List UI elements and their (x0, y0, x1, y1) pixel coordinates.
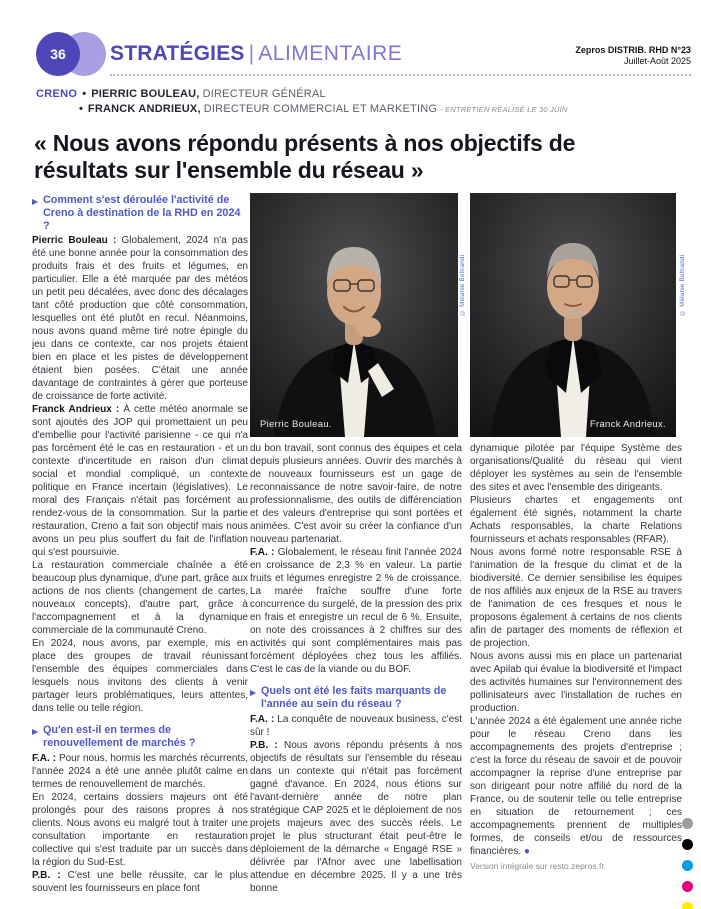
speaker-name: FRANCK ANDRIEUX, (87, 103, 201, 115)
interview-question: ▶ Comment s'est déroulée l'activité de Creno à destination de la RHD en 2024 ? (32, 194, 241, 232)
kicker-row-2 (77, 102, 567, 117)
article-paragraph: En 2024, certains dossiers majeurs ont été prolongés pour des raisons propres à nos clients. Nous avons eu malgré tout à traiter une consultation importante en restauration collective qui s'est traduite par un succès dans la région du Sud-Est. (32, 791, 248, 868)
dotted-separator (110, 74, 691, 76)
article-paragraph: Pierric Bouleau : Globalement, 2024 n'a pas été une bonne année pour la consommation des produits frais et des fruits et légumes, en particulier. Elle a été marquée par des météos un petit peu décalées, avec donc des décalages tant côté production que côté consommation, lesquelles ont été plutôt en recul. Néanmoins, nous avons quand même tiré notre épingle du jeu dans ce contexte, car nos projets étaient bien en place et les pistes de développement étaient bien posées. C'était une année davantage de contraintes à gérer que porteuse de croissance de forte activité. (32, 235, 248, 403)
speaker-lead: P.B. : (250, 739, 278, 751)
article-column-2 (250, 442, 462, 909)
speaker-lead: F.A. : (250, 713, 275, 725)
section-divider: | (248, 42, 255, 65)
question-arrow-icon: ▶ (32, 726, 38, 736)
question-arrow-icon: ▶ (32, 196, 38, 206)
brand-name: CRENO (36, 88, 78, 100)
photo-caption: Pierric Bouleau. (260, 419, 332, 430)
registration-dot (682, 860, 693, 871)
article-column-1 (32, 194, 248, 909)
registration-dot (682, 902, 693, 909)
article-paragraph: L'année 2024 a été également une année riche pour le réseau Creno dans les accompagnements des projets d'entreprise ; c'est la force du réseau de savoir et de pouvoir accompagner la reprise d'une entreprise par son dirigeant pour notre affilié du nord de la France, ou de soutenir telle ou telle entreprise en situation de retournement ; ces accompagnements prennent de multiples formes, de conseils et/ou de ressources financières. ● (470, 716, 682, 857)
end-of-article-dot: ● (521, 846, 530, 857)
footer-note: Version intégrale sur resto.zepros.fr (470, 861, 605, 871)
kicker-bullet: • (79, 103, 83, 115)
interview-question: ▶ Quels ont été les faits marquants de l'année au sein du réseau ? (250, 685, 447, 710)
kicker (36, 87, 567, 117)
article-paragraph: La restauration commerciale chaînée a été beaucoup plus dynamique, d'une part, grâce aux actions de nos clients (changement de cartes, nouveaux concepts), d'autre part, grâce à l'accompagnement et à la dynamique commerciale de la communauté Creno. (32, 560, 248, 637)
article-paragraph: F.A. : Globalement, le réseau finit l'année 2024 en croissance de 2,3 % en valeur. La partie fruits et légumes enregistre 2 % de croissance. La marée fraîche souffre d'une forte concurrence du surgelé, de la pression des prix en frais et enregistre un recul de 6 %. Ensuite, on note des croissances à 2 chiffres sur des activités qui sont complémentaires mais pas forcément déployées chez tous les affiliés. C'est le cas de la viande ou du BOF. (250, 547, 462, 675)
question-arrow-icon: ▶ (250, 687, 256, 697)
kicker-bullet: • (82, 88, 87, 100)
issue-title: Zepros DISTRIB. RHD N°23 (575, 45, 691, 55)
article-paragraph: Nous avons formé notre responsable RSE à l'animation de la fresque du climat et de la biodiversité. Ce dernier sensibilise les équipes de nos affiliés aux enjeux de la RSE au travers de l'animation de ces fresques et nous le proposons également à certains de nos clients afin de partager des moments de réflexion et de projection. (470, 547, 682, 649)
section-topic: ALIMENTAIRE (258, 42, 403, 65)
portrait-illustration (470, 193, 676, 437)
section-title (110, 42, 402, 66)
speaker-lead: F.A. : (32, 752, 57, 764)
article-paragraph: P.B. : C'est une belle réussite, car le plus souvent les fournisseurs en place font (32, 869, 248, 894)
article-column-3 (470, 442, 682, 909)
registration-dot (682, 839, 693, 850)
page-number-badge (36, 32, 80, 76)
article-paragraph: P.B. : Nous avons répondu présents à nos objectifs de résultats sur l'ensemble du réseau dans un contexte qui n'était pas forcément gagné d'avance. En 2024, nous étions sur l'avant-dernière année de notre plan stratégique CAP 2025 et le déploiement de nos projets majeurs avec des succès réels. Le projet le plus structurant était peut-être le déploiement de la démarche « Engagé RSE » délivrée par l'Afnor avec une labellisation attendue en décembre 2025. Il y a une très bonne (250, 739, 462, 894)
article-paragraph: Franck Andrieux : À cette météo anormale se sont ajoutés des JOP qui promettaient un peu d'embellie pour l'activité parisienne - ce qui n'a pas forcément été le cas en restauration - et un contexte d'incertitude en raison d'un climat social et mondial compliqué, un contexte politique en France incertain (législatives). Le moral des Français n'était pas forcément au rendez-vous de la consommation. Sur la partie restauration, Creno a fait son objectif mais nous avons un peu plus souffert du fait de l'inflation qui s'est poursuivie. (32, 404, 248, 559)
photo-franck-andrieux (470, 193, 676, 437)
photo-pierric-bouleau (250, 193, 458, 437)
registration-dot (682, 818, 693, 829)
article-paragraph: Nous avons aussi mis en place un partenariat avec Apilab qui évalue la biodiversité et l'impact des activités humaines sur l'environnement des pollinisateurs avec l'installation de ruches en production. (470, 651, 682, 714)
speaker-note: - ENTRETIEN RÉALISÉ LE 30 JUIN (440, 105, 568, 114)
article-paragraph: Plusieurs chartes et engagements ont également été signés, notamment la charte Achats responsables, la charte Relations fournisseurs et achats responsables (RFAR). (470, 495, 682, 545)
photo-credit: © Mélanie Beltrandi (459, 254, 466, 316)
section-name: STRATÉGIES (110, 42, 245, 65)
speaker-lead: F.A. : (250, 547, 275, 558)
speaker-lead: Pierric Bouleau : (32, 235, 117, 247)
speaker-lead: Franck Andrieux : (32, 404, 120, 416)
speaker-lead: P.B. : (32, 869, 61, 881)
kicker-row-1 (36, 87, 567, 102)
article-paragraph: dynamique pilotée par l'équipe Système des organisations/Qualité du réseau qui vient déployer les systèmes au sein de l'ensemble des sites et avec l'ensemble des dirigeants. (470, 443, 682, 493)
article-paragraph: F.A. : La conquête de nouveaux business, c'est sûr ! (250, 713, 462, 738)
speaker-role: DIRECTEUR GÉNÉRAL (202, 88, 326, 100)
issue-info (575, 45, 691, 67)
article-headline: « Nous avons répondu présents à nos objectifs de résultats sur l'ensemble du réseau » (34, 130, 576, 183)
interview-question: ▶ Qu'en est-il en termes de renouvellement de marchés ? (32, 724, 196, 750)
speaker-role: DIRECTEUR COMMERCIAL ET MARKETING (203, 103, 438, 115)
photo-caption: Franck Andrieux. (589, 419, 666, 430)
photo-credit: © Mélanie Beltrandi (679, 254, 686, 316)
registration-dot (682, 881, 693, 892)
article-paragraph: du bon travail, sont connus des équipes et cela depuis plusieurs années. Ouvrir des marchés à de nouveaux fournisseurs est un gage de reconnaissance de notre savoir-faire, de notre professionnalisme, des outils de différenciation et des valeurs d'entreprise qui sont portées et animées. C'est avoir su créer la confiance d'un nouveau partenariat. (250, 443, 462, 545)
portrait-illustration (250, 193, 458, 437)
speaker-name: PIERRIC BOULEAU, (91, 88, 200, 100)
issue-date: Juillet-Août 2025 (623, 56, 691, 66)
article-paragraph: F.A. : Pour nous, hormis les marchés récurrents, l'année 2024 a été une année plutôt calme en termes de renouvellement de marchés. (32, 752, 248, 790)
print-registration-marks (682, 818, 694, 909)
article-paragraph: En 2024, nous avons, par exemple, mis en place des groupes de travail réunissant l'ensemble des équipes commerciales dans lesquels nous invitons des clients à venir partager leurs problématiques, leurs attentes, dans telle ou telle région. (32, 638, 248, 715)
page-number: 36 (50, 46, 66, 62)
